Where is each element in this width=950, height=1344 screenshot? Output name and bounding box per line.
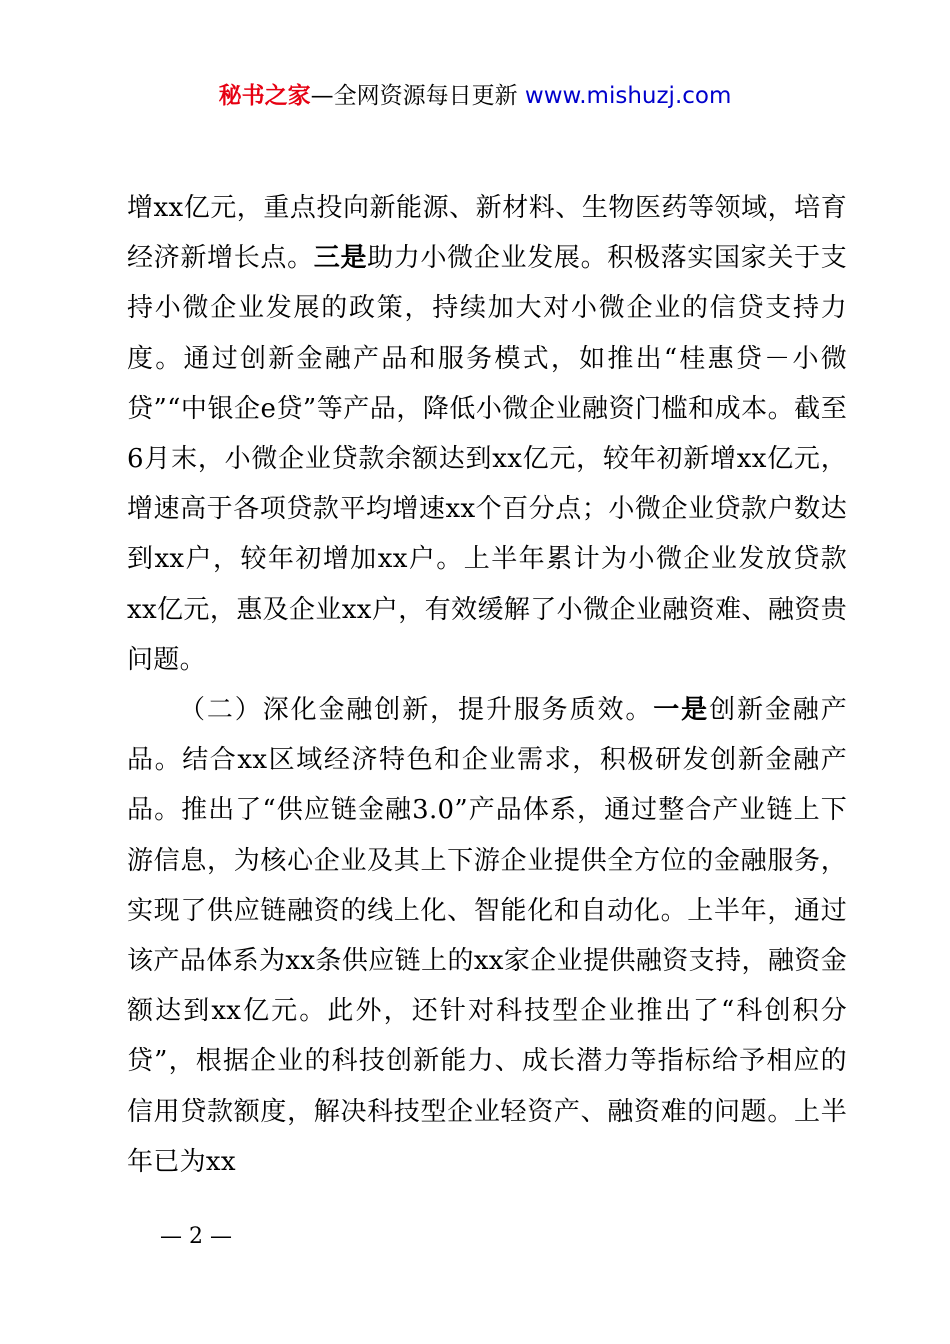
- brand-name: 秘书之家: [218, 83, 311, 109]
- paragraph-text: 创新金融产品。结合xx区域经济特色和企业需求，积极研发创新金融产品。推出了“供应链金融3.0”产品体系，通过整合产业链上下游信息，为核心企业及其上下游企业提供全方位的金融服务，实现了供应链融资的线上化、智能化和自动化。上半年，通过该产品体系为xx条供应链上的xx家企业提供融资支持，融资金额达到xx亿元。此外，还针对科技型企业推出了“科创积分贷”，根据企业的科技创新能力、成长潜力等指标给予相应的信用贷款额度，解决科技型企业轻资产、融资难的问题。上半年已为xx: [127, 695, 847, 1177]
- paragraph-text: 助力小微企业发展。积极落实国家关于支持小微企业发展的政策，持续加大对小微企业的信贷支持力度。通过创新金融产品和服务模式，如推出“桂惠贷－小微贷”“中银企e贷”等产品，降低小微企业融资门槛和成本。截至6月末，小微企业贷款余额达到xx亿元，较年初新增xx亿元，增速高于各项贷款平均增速xx个百分点；小微企业贷款户数达到xx户，较年初增加xx户。上半年累计为小微企业发放贷款xx亿元，惠及企业xx户，有效缓解了小微企业融资难、融资贵问题。: [127, 243, 847, 675]
- paragraph: [127, 685, 847, 1187]
- page-number: — 2 —: [160, 1224, 232, 1249]
- paragraph: [127, 183, 847, 685]
- emphasis-marker: 三是: [313, 243, 368, 274]
- document-body: [127, 183, 847, 1187]
- emphasis-marker: 一是: [653, 695, 710, 726]
- header-slogan: —全网资源每日更新: [310, 83, 525, 109]
- website-link[interactable]: www.mishuzj.com: [524, 83, 732, 109]
- section-heading: （二）深化金融创新，提升服务质效。: [179, 695, 654, 726]
- document-header: [0, 80, 950, 112]
- paragraph-text: 增xx亿元，重点投向新能源、新材料、生物医药等领域，培育经济新增长点。: [127, 193, 847, 274]
